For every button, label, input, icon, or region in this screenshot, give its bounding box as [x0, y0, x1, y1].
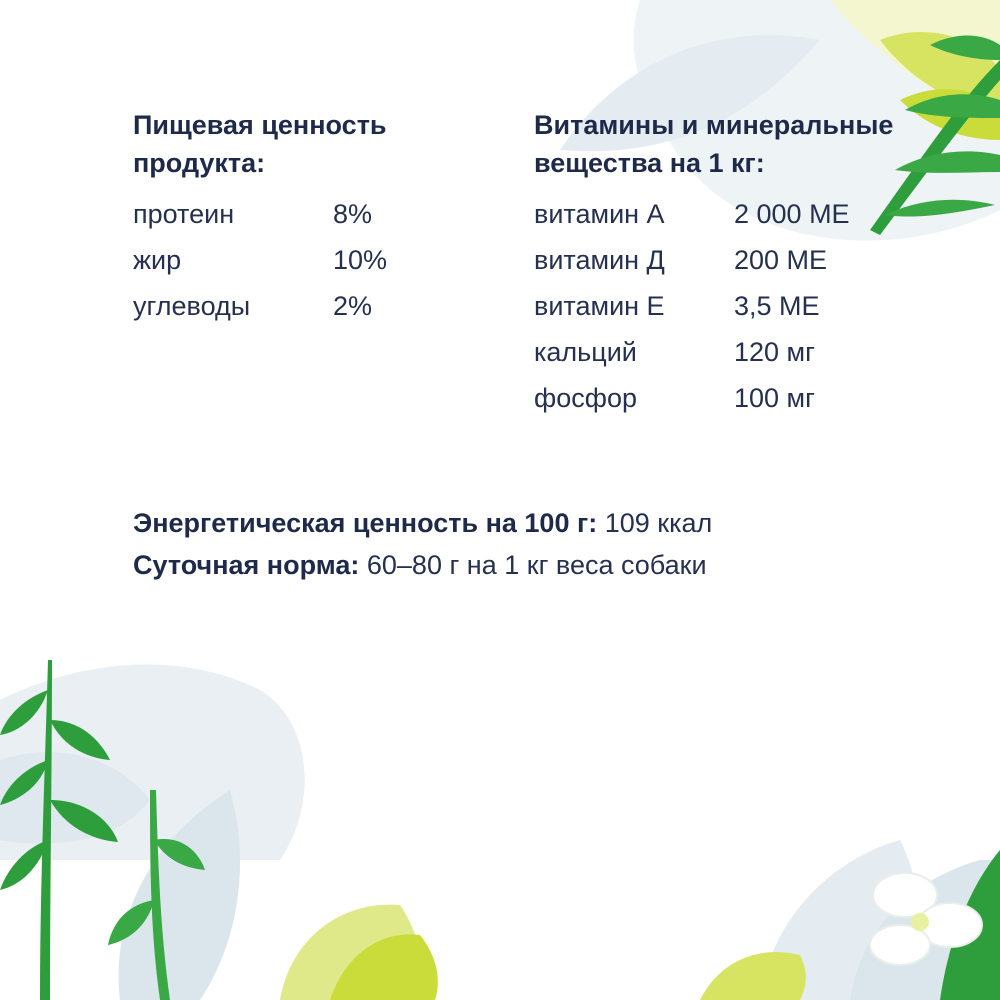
vitamins-label: витамин Е: [534, 291, 665, 321]
nutrition-title: Пищевая ценность продукта:: [133, 110, 387, 178]
vitamins-label: кальций: [534, 337, 637, 367]
vitamins-value: 100 мг: [734, 383, 815, 413]
vitamins-label: витамин Д: [534, 245, 665, 275]
bottom-left-leaves: [0, 660, 438, 1000]
nutrition-value: 8%: [333, 199, 373, 229]
daily-norm-label: Суточная норма:: [133, 550, 360, 580]
bottom-right-leaves: [700, 840, 1000, 1000]
nutrition-value: 10%: [333, 245, 388, 275]
energy-label: Энергетическая ценность на 100 г:: [133, 508, 598, 538]
vitamins-value: 3,5 МЕ: [734, 291, 820, 321]
daily-norm-value: 60–80 г на 1 кг веса собаки: [366, 550, 707, 580]
vitamins-label: фосфор: [534, 383, 637, 413]
energy-line: [133, 507, 712, 539]
nutrition-label: протеин: [133, 199, 235, 229]
nutrition-value: 2%: [333, 291, 373, 321]
nutrition-label: жир: [133, 245, 182, 275]
vitamins-value: 120 мг: [734, 337, 815, 367]
daily-norm-line: [133, 549, 707, 581]
vitamins-label: витамин А: [534, 199, 665, 229]
nutrition-label: углеводы: [133, 291, 251, 321]
vitamins-value: 200 МЕ: [734, 245, 828, 275]
energy-value: 109 ккал: [604, 508, 713, 538]
vitamins-value: 2 000 МЕ: [734, 199, 850, 229]
vitamins-title: Витамины и минеральные вещества на 1 кг:: [534, 110, 894, 178]
